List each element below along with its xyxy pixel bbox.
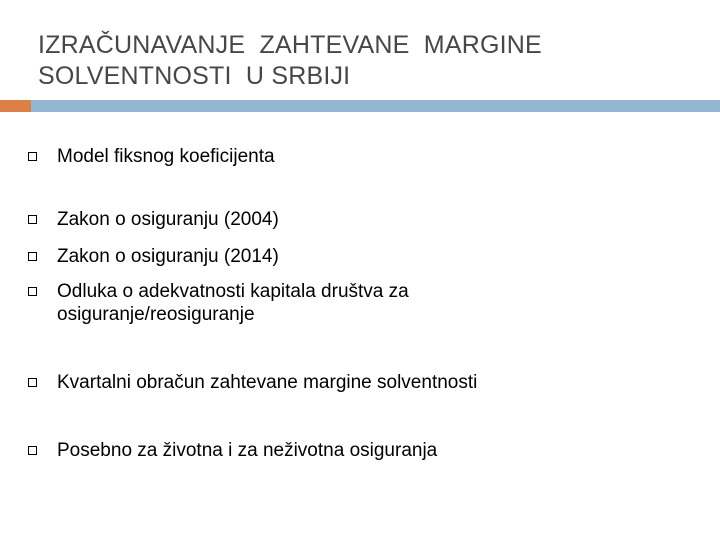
bullet-text: Odluka o adekvatnosti kapitala društva za osiguranje/reosiguranje xyxy=(57,281,409,325)
bullet-text: Posebno za životna i za neživotna osiguranja xyxy=(57,440,438,461)
square-bullet-icon xyxy=(28,252,37,261)
square-bullet-icon xyxy=(28,446,37,455)
square-bullet-icon xyxy=(28,152,37,161)
slide-title-line-1: IZRAČUNAVANJE ZAHTEVANE MARGINE xyxy=(38,31,542,59)
bullet-item xyxy=(28,280,498,326)
slide-title-line-2: SOLVENTNOSTI U SRBIJI xyxy=(38,62,351,90)
slide-title xyxy=(38,30,678,92)
square-bullet-icon xyxy=(28,215,37,224)
bullet-item xyxy=(28,245,688,268)
bullet-item xyxy=(28,208,688,231)
bullet-text: Kvartalni obračun zahtevane margine solventnosti xyxy=(57,372,478,393)
title-divider-bar xyxy=(31,100,720,112)
bullet-item xyxy=(28,439,688,462)
bullet-item xyxy=(28,145,688,168)
bullet-text: Model fiksnog koeficijenta xyxy=(57,146,275,167)
bullet-text: Zakon o osiguranju (2004) xyxy=(57,209,279,230)
title-accent-bar xyxy=(0,100,31,112)
bullet-item xyxy=(28,371,688,394)
square-bullet-icon xyxy=(28,287,37,296)
square-bullet-icon xyxy=(28,378,37,387)
bullet-text: Zakon o osiguranju (2014) xyxy=(57,246,279,267)
